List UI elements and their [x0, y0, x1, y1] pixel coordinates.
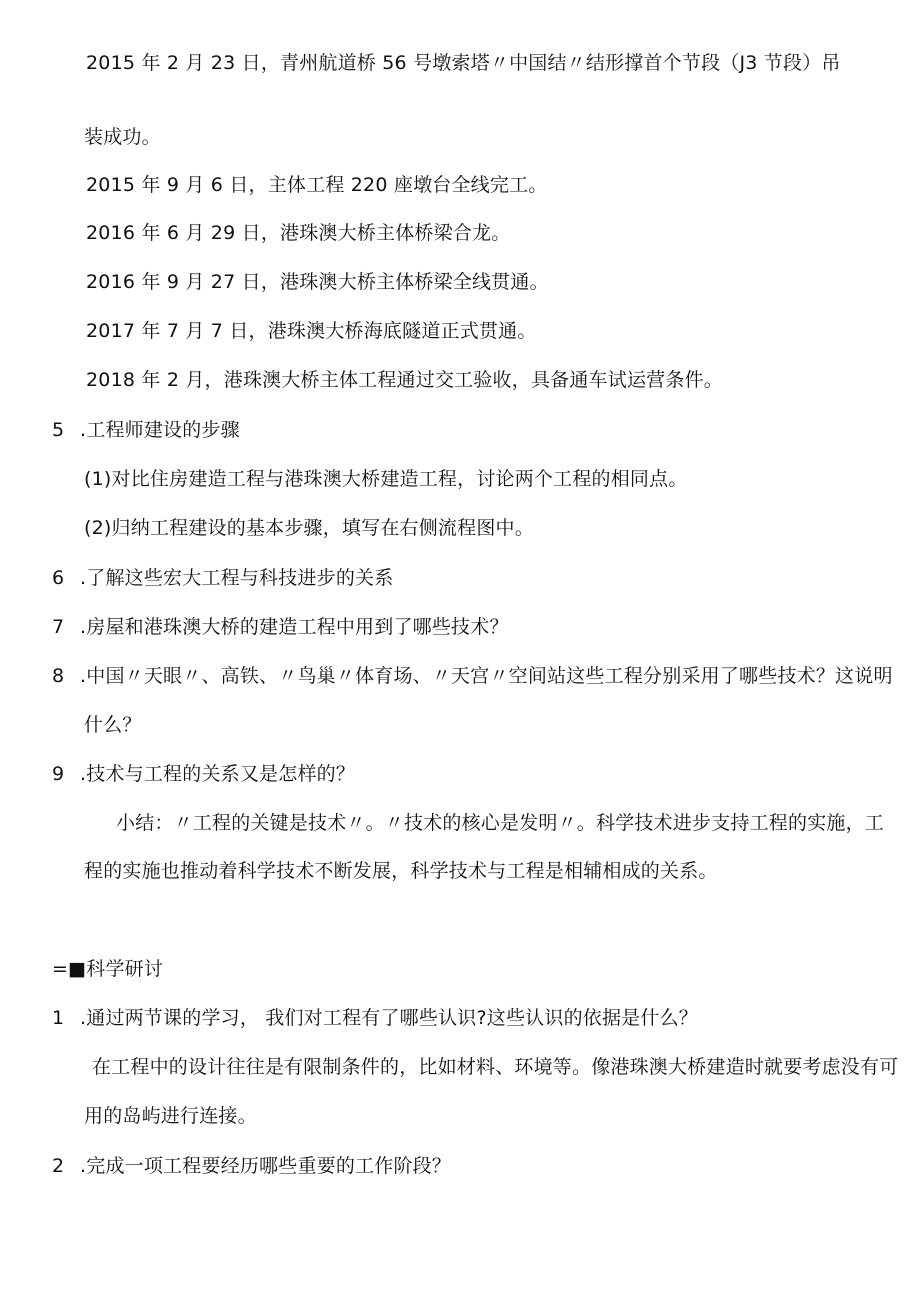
timeline-entry-1-line2: 装成功。: [84, 126, 161, 148]
summary-line2: 程的实施也推动着科学技术不断发展，科学技术与工程是相辅相成的关系。: [84, 860, 718, 882]
question-number: 5: [52, 419, 65, 441]
question-text: .中国〃天眼〃、高铁、〃鸟巢〃体育场、〃天宫〃空间站这些工程分别采用了哪些技术？这说明: [80, 665, 893, 687]
question-number: 6: [52, 567, 65, 589]
discussion-answer-line2: 用的岛屿进行连接。: [84, 1105, 257, 1127]
question-text: .房屋和港珠澳大桥的建造工程中用到了哪些技术？: [80, 616, 509, 638]
timeline-entry-6: 2018 年 2 月，港珠澳大桥主体工程通过交工验收，具备通车试运营条件。: [86, 369, 723, 391]
timeline-entry-2: 2015 年 9 月 6 日，主体工程 220 座墩台全线完工。: [86, 174, 548, 196]
section-title-science-discussion: =■科学研讨: [52, 958, 164, 980]
question-number: 8: [52, 665, 65, 687]
question-5: [52, 417, 240, 443]
summary-line1: 小结：〃工程的关键是技术〃。〃技术的核心是发明〃。科学技术进步支持工程的实施，工: [116, 812, 885, 834]
question-9: [52, 761, 355, 787]
question-number: 2: [52, 1155, 65, 1177]
discussion-question-1: [52, 1005, 698, 1031]
timeline-entry-5: 2017 年 7 月 7 日，港珠澳大桥海底隧道正式贯通。: [86, 320, 537, 342]
question-number: 9: [52, 763, 65, 785]
question-8-line1: [52, 663, 893, 689]
discussion-question-2: [52, 1153, 451, 1179]
question-text: .工程师建设的步骤: [80, 419, 240, 441]
question-text: .了解这些宏大工程与科技进步的关系: [80, 567, 394, 589]
question-5-sub-1: (1)对比住房建造工程与港珠澳大桥建造工程，讨论两个工程的相同点。: [84, 468, 688, 490]
question-7: [52, 614, 509, 640]
question-number: 7: [52, 616, 65, 638]
question-number: 1: [52, 1007, 65, 1029]
discussion-answer-line1: 在工程中的设计往往是有限制条件的，比如材料、环境等。像港珠澳大桥建造时就要考虑没有可: [92, 1056, 899, 1078]
timeline-entry-4: 2016 年 9 月 27 日，港珠澳大桥主体桥梁全线贯通。: [86, 271, 549, 293]
question-text: .技术与工程的关系又是怎样的？: [80, 763, 356, 785]
question-5-sub-2: (2)归纳工程建设的基本步骤，填写在右侧流程图中。: [84, 517, 534, 539]
question-8-line2: 什么？: [84, 714, 142, 736]
question-6: [52, 565, 393, 591]
question-text: .完成一项工程要经历哪些重要的工作阶段？: [80, 1155, 452, 1177]
timeline-entry-1-line1: 2015 年 2 月 23 日，青州航道桥 56 号墩索塔〃中国结〃结形撑首个节段（J3 节段）吊: [86, 52, 841, 74]
question-text: .通过两节课的学习， 我们对工程有了哪些认识?这些认识的依据是什么？: [80, 1007, 698, 1029]
timeline-entry-3: 2016 年 6 月 29 日，港珠澳大桥主体桥梁合龙。: [86, 222, 511, 244]
